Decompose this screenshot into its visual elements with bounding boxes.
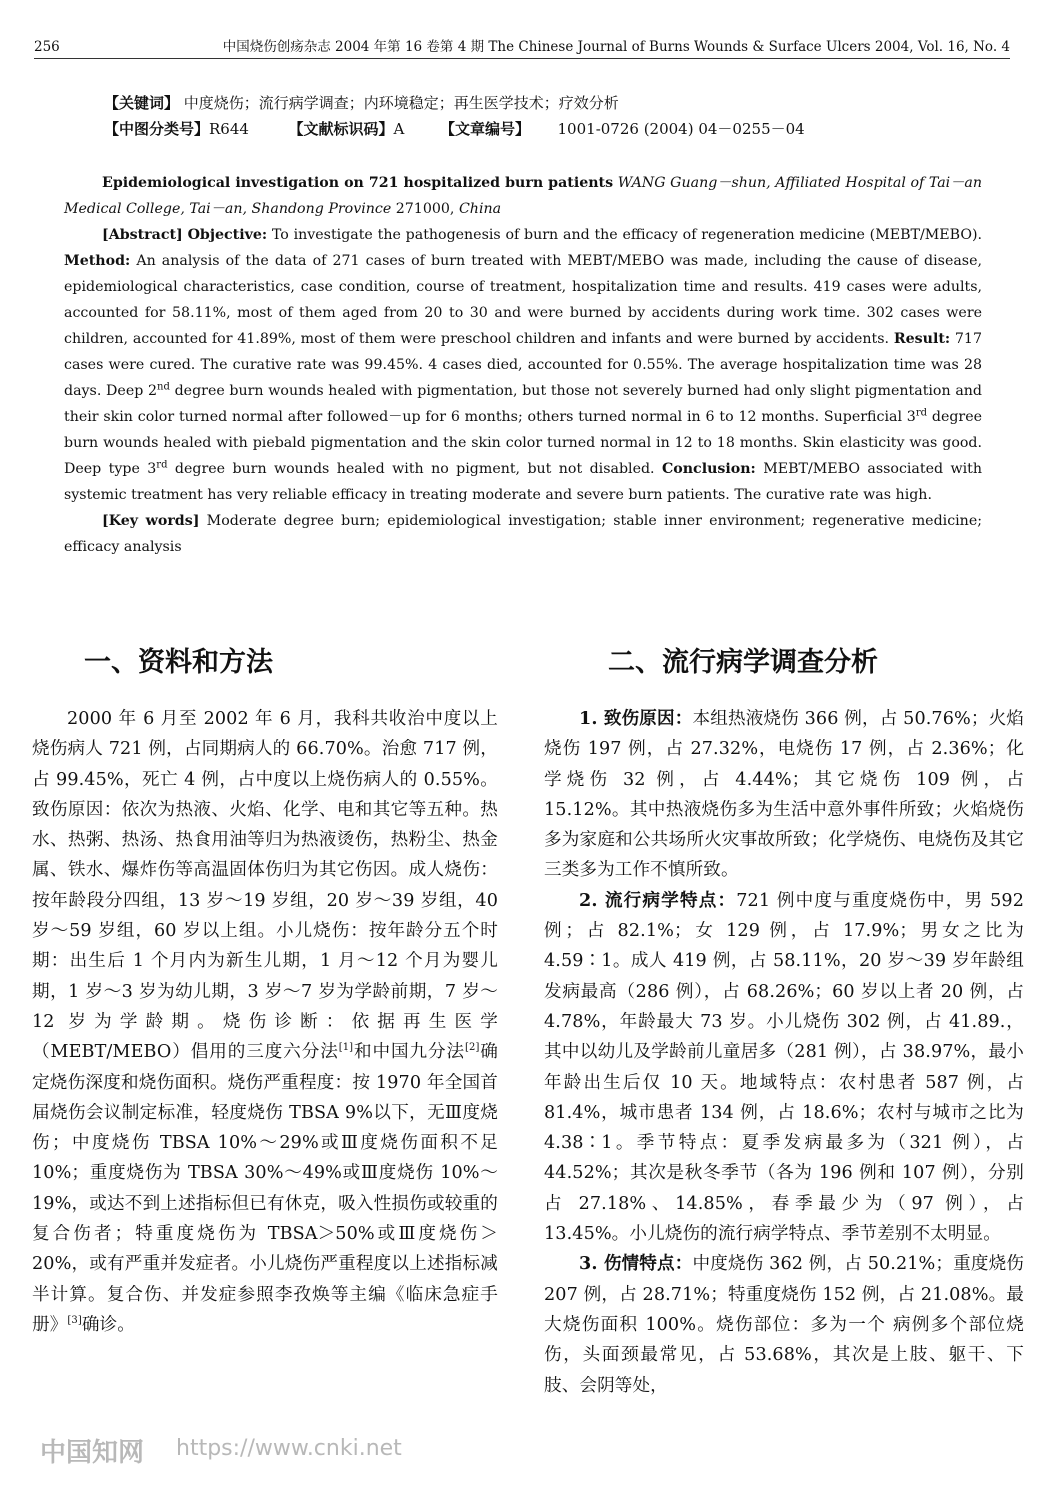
result-label: Result: — [893, 331, 951, 347]
sup-rd-1: rd — [915, 407, 928, 419]
methods-text-c: 确定烧伤深度和烧伤面积。烧伤严重程度：按 1970 年全国首届烧伤会议制定标准，轻度烧伤 TBSA 9%以下，无Ⅲ度烧伤；中度烧伤 TBSA 10%～29%或Ⅲ度烧伤面积不足 10%；重度烧伤为 TBSA 30%～49%或Ⅲ度烧伤 10%～19%，或达不到上述指标但已有休克，吸入性损伤或较重的复合伤者；特重度烧伤为 TBSA＞50%或Ⅲ度烧伤＞20%，或有严重并发症者。小儿烧伤严重程度以上述指标减半计算。复合伤、并发症参照李孜焕等主编《临床急症手册》 — [32, 1042, 498, 1335]
method-text: An analysis of the data of 271 cases of burn treated with MEBT/MEBO was made, including the cause of disease, epidemiological characteristics, case condition, course of treatment, hospitalization time and results. 419 cases were adults, accounted for 58.11%, most of them aged from 20 to 30 and were burned by accidents during work time. 302 cases were children, accounted for 41.89%, most of them were preschool children and infants and were burned by accidents. — [64, 253, 982, 347]
conclusion-label: Conclusion: — [661, 461, 756, 477]
methods-paragraph — [32, 704, 498, 1340]
method-label: Method: — [64, 253, 131, 269]
abstract-paragraph — [64, 222, 982, 508]
english-keywords-text: Moderate degree burn; epidemiological investigation; stable inner environment; regenerative medicine; efficacy analysis — [64, 513, 982, 555]
abstract-label: [Abstract] — [102, 227, 183, 243]
section-title-left: 一、资料和方法 — [84, 647, 273, 678]
epidemiology-paragraph — [544, 886, 1024, 1250]
cause-text: 本组热液烧伤 366 例，占 50.76%；火焰烧伤 197 例，占 27.32%，电烧伤 17 例，占 2.36%；化学烧伤 32 例，占 4.44%；其它烧伤 109 例，占 15.12%。其中热液烧伤多为生活中意外事件所致；火焰烧伤多为家庭和公共场所火灾事故所致；化学烧伤、电烧伤及其它三类多为工作不慎所致。 — [544, 709, 1024, 881]
english-title: Epidemiological investigation on 721 hospitalized burn patients — [102, 175, 614, 191]
classification-line — [104, 118, 805, 140]
ref-3: [3] — [67, 1315, 82, 1327]
english-abstract — [64, 170, 982, 560]
cn-keywords — [104, 92, 619, 114]
section-title-right: 二、流行病学调查分析 — [608, 647, 878, 678]
page-number: 256 — [34, 39, 60, 55]
postcode: 271000 — [395, 201, 450, 217]
left-column — [32, 704, 498, 1340]
result-text-c: degree burn wounds healed with piebald pigmentation and the skin color turned normal in 12 to 18 months. Skin elasticity was good. Deep type 3 — [64, 409, 982, 477]
running-header — [34, 38, 1010, 59]
english-authors: WANG Guang－shun, Affiliated Hospital of Tai－an Medical College, Tai－an, Shandong Province — [64, 175, 983, 217]
clc-value: R644 — [209, 120, 249, 138]
doc-value: A — [393, 120, 405, 138]
cnki-url: https://www.cnki.net — [176, 1436, 402, 1461]
conclusion-text: MEBT/MEBO associated with systemic treatment has very reliable efficacy in treating moderate and severe burn patients. The curative rate was high. — [64, 461, 982, 503]
clc-label: 【中图分类号】 — [104, 120, 210, 138]
article-number: 1001-0726 (2004) 04－0255－04 — [557, 120, 805, 138]
methods-text-b: 和中国九分法 — [353, 1042, 466, 1063]
english-title-line: Epidemiological investigation on 721 hospitalized burn patients WANG Guang－shun, Affiliated Hospital of Tai－an Medical College, Tai－an, Shandong Province 271000, China — [64, 175, 983, 217]
sup-nd: nd — [157, 381, 170, 393]
cause-paragraph — [544, 704, 1024, 886]
english-keywords-label: [Key words] — [102, 513, 200, 529]
methods-text-a: 2000 年 6 月至 2002 年 6 月，我科共收治中度以上烧伤病人 721 例，占同期病人的 66.70%。治愈 717 例，占 99.45%，死亡 4 例，占中度以上烧伤病人的 0.55%。致伤原因：依次为热液、火焰、化学、电和其它等五种。热水、热粥、热汤、热食用油等归为热液烫伤，热粉尘、热金属、铁水、爆炸伤等高温固体伤归为其它伤因。成人烧伤：按年龄段分四组，13 岁～19 岁组，20 岁～39 岁组，40 岁～59 岁组，60 岁以上组。小儿烧伤：按年龄分五个时期：出生后 1 个月内为新生儿期，1 月～12 个月为婴儿期，1 岁～3 岁为幼儿期，3 岁～7 岁为学龄前期，7 岁～12 岁为学龄期。烧伤诊断：依据再生医学（MEBT/MEBO）倡用的三度六分法 — [32, 709, 498, 1063]
doc-label: 【文献标识码】 — [288, 120, 394, 138]
result-text-b: degree burn wounds healed with pigmentation, but those not severely burned had only slight pigmentation and their skin color turned normal after followed－up for 6 months; others turned normal in 6 to 12 months. Superficial 3 — [64, 383, 982, 425]
sup-rd-2: rd — [156, 459, 168, 471]
injury-text: 中度烧伤 362 例，占 50.21%；重度烧伤 207 例，占 28.71%；特重度烧伤 152 例，占 21.08%。最大烧伤面积 100%。烧伤部位：多为一个 病例多个部位烧伤，头面颈最常见，占 53.68%，其次是上肢、躯干、下肢、会阴等处， — [544, 1254, 1024, 1396]
cn-keywords-text: 中度烧伤；流行病学调查；内环境稳定；再生医学技术；疗效分析 — [183, 94, 619, 112]
injury-paragraph — [544, 1249, 1024, 1400]
journal-header: 中国烧伤创疡杂志 2004 年第 16 卷第 4 期 The Chinese Journal of Burns Wounds & Surface Ulcers 2004, Vol. 16, No. 4 — [222, 39, 1010, 55]
injury-label: 3. 伤情特点： — [579, 1253, 693, 1275]
epidemiology-text: 721 例中度与重度烧伤中，男 592 例；占 82.1%；女 129 例，占 17.9%；男女之比为 4.59∶1。成人 419 例，占 58.11%，20 岁～39 岁年龄组发病最高（286 例），占 68.26%；60 岁以上者 20 例，占 4.78%，年龄最大 73 岁。小儿烧伤 302 例，占 41.89.，其中以幼儿及学龄前儿童居多（281 例），占 38.97%，最小年龄出生后仅 10 天。地域特点：农村患者 587 例，占 81.4%，城市患者 134 例，占 18.6%；农村与城市之比为 4.38∶1。季节特点：夏季发病最多为（321 例），占 44.52%；其次是秋冬季节（各为 196 例和 107 例），分别占 27.18%、14.85%，春季最少为（97 例），占 13.45%。小儿烧伤的流行病学特点、季节差别不太明显。 — [544, 890, 1024, 1245]
epidemiology-label: 2. 流行病学特点： — [579, 889, 737, 911]
cause-label: 1. 致伤原因： — [579, 708, 693, 729]
objective-label: Objective: — [187, 227, 268, 243]
country: China — [458, 201, 502, 217]
english-keywords — [64, 508, 982, 560]
methods-text-d: 确诊。 — [81, 1314, 135, 1335]
objective-text: To investigate the pathogenesis of burn and the efficacy of regeneration medicine (MEBT/MEBO). — [271, 227, 982, 243]
right-column — [544, 704, 1024, 1401]
ref-1: [1] — [338, 1042, 354, 1054]
result-text-d: degree burn wounds healed with no pigment, but not disabled. — [167, 461, 655, 477]
article-label: 【文章编号】 — [439, 120, 530, 138]
ref-2: [2] — [465, 1042, 480, 1054]
result-text-a: 717 cases were cured. The curative rate was 99.45%. 4 cases died, accounted for 0.55%. The average hospitalization time was 28 days. Deep 2 — [64, 331, 982, 399]
cn-keywords-label: 【关键词】 — [104, 94, 180, 112]
cnki-logo: 中国知网 — [40, 1438, 145, 1468]
